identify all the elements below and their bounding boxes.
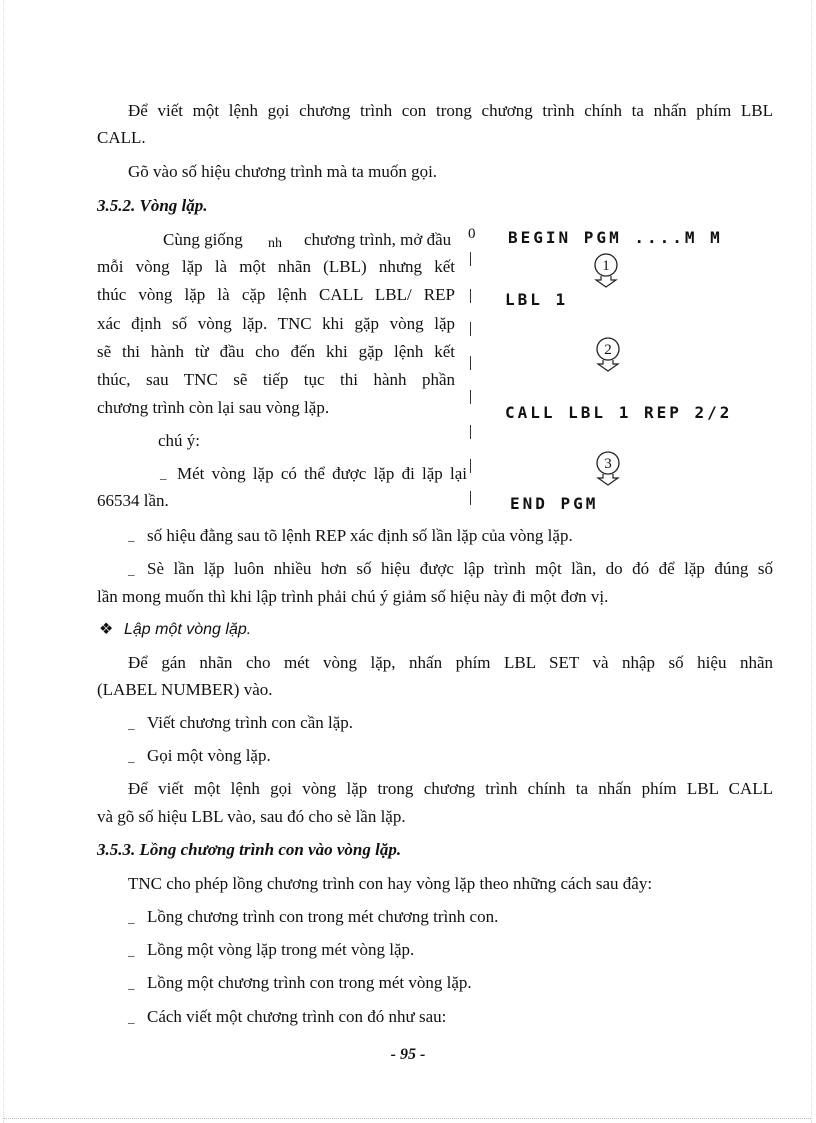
left-col-line1a: Cùng giống (163, 230, 243, 249)
note-item3-line1: Sè lần lặp luôn nhiều hơn số hiệu được lập trình một lần, do đó để lặp đúng số (147, 559, 773, 578)
column-divider-tick (470, 425, 471, 439)
note-item2: số hiệu đằng sau tõ lệnh REP xác định số lần lặp của vòng lặp. (147, 526, 573, 545)
step-1-label: 1 (602, 258, 610, 274)
nest-item: Cách viết một chương trình con đó như sau: (147, 1007, 447, 1026)
bullet-icon: _ (160, 466, 167, 481)
left-col-line1b: nh (268, 236, 282, 251)
diagram-call-lbl: CALL LBL 1 REP 2/2 (505, 403, 733, 422)
diagram-end-pgm: END PGM (510, 494, 599, 513)
left-col-line7: chương trình còn lại sau vòng lặp. (97, 398, 330, 417)
right-margin-rule (811, 0, 812, 1123)
bullet-icon: _ (128, 716, 135, 731)
nest-item: Lồng một vòng lặp trong mét vòng lặp. (147, 940, 415, 959)
loop-step1: Viết chương trình con cần lặp. (147, 713, 354, 732)
left-margin-rule (3, 0, 4, 1123)
column-divider-tick (470, 322, 471, 336)
note-item3-line2: lần mong muốn thì khi lập trình phải chú ý giảm số hiệu này đi một đơn vị. (97, 587, 609, 606)
paragraph-call-line2: CALL. (97, 128, 146, 147)
left-col-line1c: chương trình, mở đầu (304, 230, 452, 249)
loop-intro-line1: Để gán nhãn cho mét vòng lặp, nhấn phím LBL SET và nhập số hiệu nhãn (128, 653, 773, 672)
note-item1-line1: Mét vòng lặp có thể được lặp đi lặp lại (177, 464, 467, 483)
left-col-line3: thúc vòng lặp là cặp lệnh CALL LBL/ REP (97, 285, 455, 304)
call-line2: và gõ số hiệu LBL vào, sau đó cho sè lần lặp. (97, 807, 406, 826)
left-col-line6: thúc, sau TNC sẽ tiếp tục thi hành phần (97, 370, 455, 389)
diagram-begin-pgm: BEGIN PGM ....M M (508, 228, 723, 247)
bullet-icon: _ (128, 976, 135, 991)
bullet-icon: _ (128, 562, 135, 577)
step-3-arrow-icon (594, 450, 622, 486)
call-line1: Để viết một lệnh gọi vòng lặp trong chương trình chính ta nhấn phím LBL CALL (128, 779, 773, 798)
column-divider-tick (470, 459, 471, 473)
heading-3-5-3: 3.5.3. Lồng chương trình con vào vòng lặp. (97, 840, 402, 859)
left-col-line2: mỗi vòng lặp là một nhãn (LBL) nhưng kết (97, 257, 455, 276)
column-divider-tick (470, 356, 471, 370)
bottom-border-rule (3, 1118, 811, 1119)
column-divider-tick (470, 289, 471, 303)
nest-item: Lồng chương trình con trong mét chương trình con. (147, 907, 499, 926)
diagram-marker: 0 (468, 226, 476, 242)
paragraph-type-number: Gõ vào số hiệu chương trình mà ta muốn gọi. (128, 162, 438, 181)
left-col-line5: sẽ thi hành từ đầu cho đến khi gặp lệnh kết (97, 342, 455, 361)
subheading-loop: Lập một vòng lặp. (124, 621, 252, 638)
bullet-icon: _ (128, 1010, 135, 1025)
bullet-icon: _ (128, 749, 135, 764)
bullet-icon: _ (128, 910, 135, 925)
column-divider-tick (470, 390, 471, 404)
step-2-arrow-icon (594, 336, 622, 372)
page-number: - 95 - (390, 1046, 426, 1063)
loop-step2: Gọi một vòng lặp. (147, 746, 271, 765)
heading-3-5-2: 3.5.2. Vòng lặp. (97, 196, 208, 215)
note-item1-line2: 66534 lần. (97, 491, 169, 510)
diagram-lbl-1: LBL 1 (505, 290, 569, 309)
bullet-icon: _ (128, 528, 135, 543)
column-divider-tick (470, 252, 471, 266)
nest-intro: TNC cho phép lồng chương trình con hay vòng lặp theo những cách sau đây: (128, 874, 653, 893)
step-2-label: 2 (604, 342, 612, 358)
step-1-arrow-icon (592, 252, 620, 288)
column-divider-tick (470, 491, 471, 505)
left-col-line4: xác định số vòng lặp. TNC khi gặp vòng lặp (97, 314, 455, 333)
paragraph-call-line1: Để viết một lệnh gọi chương trình con trong chương trình chính ta nhấn phím LBL (128, 101, 773, 120)
loop-intro-line2: (LABEL NUMBER) vào. (97, 680, 273, 699)
step-3-label: 3 (604, 456, 612, 472)
nest-item: Lồng một chương trình con trong mét vòng lặp. (147, 973, 472, 992)
note-label: chú ý: (158, 431, 201, 450)
bullet-icon: _ (128, 943, 135, 958)
diamond-bullet-icon: ❖ (99, 621, 114, 638)
